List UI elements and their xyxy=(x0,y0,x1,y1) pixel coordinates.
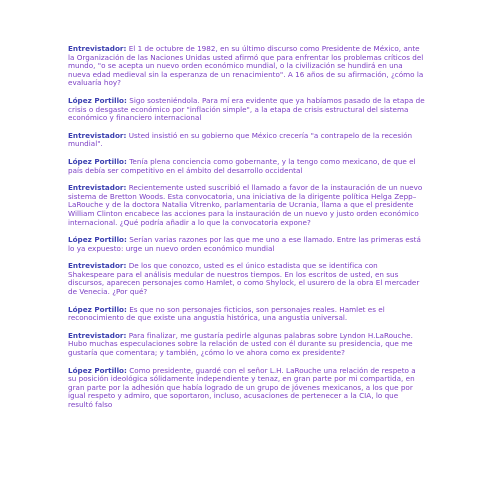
speaker-label: Entrevistador: xyxy=(68,44,127,53)
paragraph-text: Tenía plena conciencia como gobernante, y la tengo como mexicano, de que el país debía ser competitivo en el ámbito del desarrollo occidental xyxy=(68,156,416,175)
paragraph-text: Sigo sosteniéndola. Para mí era evidente que ya habíamos pasado de la etapa de crisis o desgaste económico por "inflación simple", a la etapa de crisis estructural del sistema económico y financiero internacional xyxy=(68,95,425,123)
paragraph-text: Para finalizar, me gustaría pedirle algunas palabras sobre Lyndon H.LaRouche. Hubo muchas especulaciones sobre la relación de usted con él durante su presidencia, que me gustaría que comentara; y también, ¿cómo lo ve ahora como ex presidente? xyxy=(68,330,413,358)
speaker-label: López Portillo: xyxy=(68,235,127,245)
paragraph-7 xyxy=(68,262,425,296)
speaker-label: López Portillo: xyxy=(68,304,127,314)
speaker-label: Entrevistador: xyxy=(68,261,127,271)
paragraph-text: Serían varias razones por las que me uno a ese llamado. Entre las primeras está lo ya expuesto: urge un nuevo orden económico mundial xyxy=(68,235,421,253)
paragraph-4 xyxy=(68,158,425,175)
interview-transcript xyxy=(68,45,425,419)
speaker-label: López Portillo: xyxy=(68,95,127,105)
speaker-label: Entrevistador: xyxy=(68,330,127,340)
paragraph-9 xyxy=(68,332,425,358)
paragraph-text: Es que no son personajes ficticios, son personajes reales. Hamlet es el reconocimiento de que existe una angustia histórica, una angustia universal. xyxy=(68,304,385,323)
speaker-label: Entrevistador: xyxy=(68,183,127,193)
paragraph-10 xyxy=(68,367,425,410)
speaker-label: Entrevistador: xyxy=(68,130,127,140)
paragraph-3 xyxy=(68,132,425,149)
paragraph-2 xyxy=(68,97,425,123)
paragraph-text: Usted insistió en su gobierno que México crecería "a contrapelo de la recesión mundial". xyxy=(68,130,413,149)
paragraph-text: El 1 de octubre de 1982, en su último discurso como Presidente de México, ante la Organización de las Naciones Unidas usted afirmó que para enfrentar los problemas críticos del mundo, "o se acepta un nuevo orden económico mundial, o la civilización se hundirá en una nueva edad medieval sin la esperanza de un renacimiento". A 16 años de su afirmación, ¿cómo la evaluaría hoy? xyxy=(68,44,424,88)
speaker-label: López Portillo: xyxy=(68,365,127,375)
paragraph-text: De los que conozco, usted es el único estadista que se identifica con Shakespeare para el análisis medular de nuestros tiempos. En los escritos de usted, en sus discursos, aparecen personajes como Hamlet, o como Shylock, el usurero de la obra El mercader de Venecia. ¿Por qué? xyxy=(68,261,420,297)
paragraph-5 xyxy=(68,184,425,227)
paragraph-text: Como presidente, guardé con el señor L.H. LaRouche una relación de respeto a su posición ideológica sólidamente independiente y tenaz, en gran parte por mi compartida, en gran parte por la adhesión que había logrado de un grupo de jóvenes mexicanos, a los que por igual respeto y admiro, que soportaron, incluso, acusaciones de pertenecer a la CIA, lo que resultó falso xyxy=(68,365,416,409)
paragraph-text: Recientemente usted suscribió el llamado a favor de la instauración de un nuevo sistema de Bretton Woods. Esta convocatoria, una iniciativa de la dirigente política Helga Zepp–LaRouche y de la doctora Natalia Vitrenko, parlamentaria de Ucrania, llama a que el presidente William Clinton encabece las acciones para la instauración de un nuevo y justo orden económico internacional. ¿Qué podría añadir a lo que la convocatoria expone? xyxy=(68,183,423,227)
paragraph-6 xyxy=(68,236,425,253)
paragraph-1 xyxy=(68,45,425,88)
paragraph-8 xyxy=(68,306,425,323)
speaker-label: López Portillo: xyxy=(68,156,127,166)
